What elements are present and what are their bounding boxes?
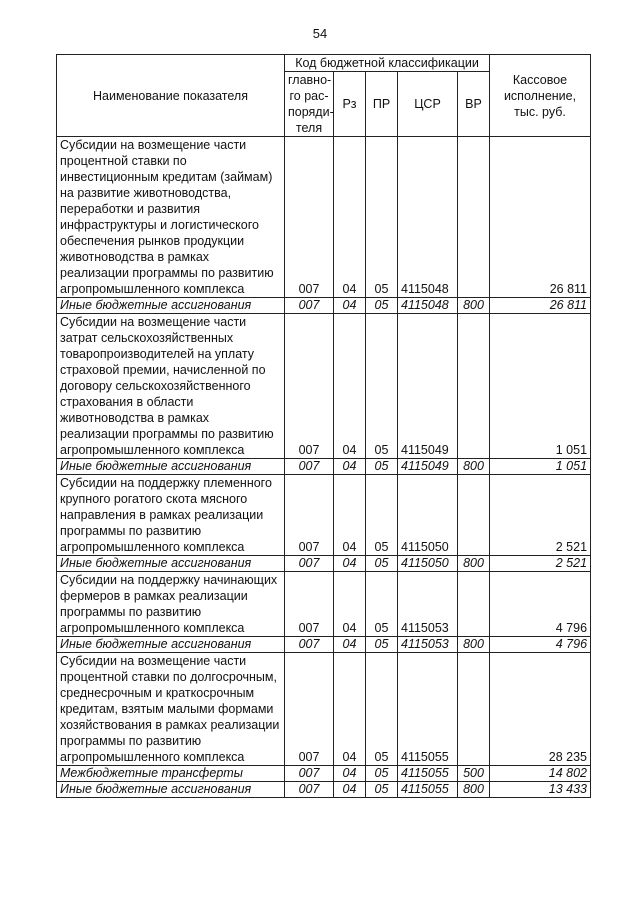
row-csr: 4115055: [398, 766, 458, 782]
row-vr: [458, 653, 490, 766]
row-vr: 800: [458, 556, 490, 572]
table-row: [57, 298, 591, 314]
row-pr: 05: [366, 314, 398, 459]
row-rz: 04: [334, 475, 366, 556]
row-name: Субсидии на возмещение части процентной ставки по инвестиционным кредитам (займам) на развитие животноводства, переработки и развития инфраструктуры и логистического обеспечения рынков продукции животноводства в рамках реализации программы по развитию агропромышленного комплекса: [57, 137, 285, 298]
row-pr: 05: [366, 137, 398, 298]
row-name: Субсидии на поддержку начинающих фермеров в рамках реализации программы по развитию агропромышленного комплекса: [57, 572, 285, 637]
row-vr: [458, 572, 490, 637]
row-grbs: 007: [285, 653, 334, 766]
row-pr: 05: [366, 782, 398, 798]
budget-table: [56, 54, 591, 798]
row-name: Субсидии на возмещение части затрат сельскохозяйственных товаропроизводителей на уплату страховой премии, начисленной по договору сельскохозяйственного страхования в области животноводства в рамках реализации программы по развитию агропромышленного комплекса: [57, 314, 285, 459]
row-vr: [458, 314, 490, 459]
table-row: [57, 314, 591, 459]
row-csr: 4115048: [398, 298, 458, 314]
row-amount: 1 051: [490, 459, 591, 475]
row-csr: 4115050: [398, 556, 458, 572]
row-grbs: 007: [285, 475, 334, 556]
row-name: Иные бюджетные ассигнования: [57, 556, 285, 572]
row-grbs: 007: [285, 556, 334, 572]
row-vr: 800: [458, 637, 490, 653]
header-vr: ВР: [458, 72, 490, 137]
row-csr: 4115050: [398, 475, 458, 556]
row-grbs: 007: [285, 314, 334, 459]
row-name: Иные бюджетные ассигнования: [57, 637, 285, 653]
row-name: Иные бюджетные ассигнования: [57, 298, 285, 314]
table-row: [57, 572, 591, 637]
header-amount: Кассовое исполнение, тыс. руб.: [490, 55, 591, 137]
row-vr: 500: [458, 766, 490, 782]
row-amount: 28 235: [490, 653, 591, 766]
row-rz: 04: [334, 782, 366, 798]
row-pr: 05: [366, 459, 398, 475]
header-rz: Рз: [334, 72, 366, 137]
row-vr: [458, 475, 490, 556]
row-amount: 26 811: [490, 137, 591, 298]
row-pr: 05: [366, 572, 398, 637]
row-amount: 13 433: [490, 782, 591, 798]
row-csr: 4115053: [398, 572, 458, 637]
row-rz: 04: [334, 556, 366, 572]
row-grbs: 007: [285, 766, 334, 782]
row-csr: 4115049: [398, 459, 458, 475]
row-pr: 05: [366, 475, 398, 556]
table-row: [57, 766, 591, 782]
header-grbs: главно-го рас-поряди-теля: [285, 72, 334, 137]
row-name: Субсидии на возмещение части процентной ставки по долгосрочным, среднесрочным и краткосрочным кредитам, взятым малыми формами хозяйствования в рамках реализации программы по развитию агропромышленного комплекса: [57, 653, 285, 766]
row-rz: 04: [334, 459, 366, 475]
row-pr: 05: [366, 653, 398, 766]
row-amount: 4 796: [490, 637, 591, 653]
row-grbs: 007: [285, 572, 334, 637]
row-rz: 04: [334, 572, 366, 637]
row-rz: 04: [334, 137, 366, 298]
row-rz: 04: [334, 314, 366, 459]
row-pr: 05: [366, 298, 398, 314]
row-grbs: 007: [285, 782, 334, 798]
row-amount: 26 811: [490, 298, 591, 314]
row-vr: 800: [458, 298, 490, 314]
row-pr: 05: [366, 556, 398, 572]
row-grbs: 007: [285, 298, 334, 314]
row-rz: 04: [334, 766, 366, 782]
row-csr: 4115055: [398, 782, 458, 798]
header-name: Наименование показателя: [57, 55, 285, 137]
table-row: [57, 637, 591, 653]
row-name: Иные бюджетные ассигнования: [57, 459, 285, 475]
row-amount: 2 521: [490, 475, 591, 556]
page-number: 54: [312, 26, 328, 41]
row-csr: 4115048: [398, 137, 458, 298]
row-pr: 05: [366, 637, 398, 653]
row-grbs: 007: [285, 459, 334, 475]
row-name: Межбюджетные трансферты: [57, 766, 285, 782]
header-pr: ПР: [366, 72, 398, 137]
row-csr: 4115049: [398, 314, 458, 459]
row-name: Субсидии на поддержку племенного крупного рогатого скота мясного направления в рамках реализации программы по развитию агропромышленного комплекса: [57, 475, 285, 556]
row-vr: 800: [458, 459, 490, 475]
table-row: [57, 556, 591, 572]
row-grbs: 007: [285, 637, 334, 653]
row-csr: 4115055: [398, 653, 458, 766]
table-row: [57, 782, 591, 798]
row-rz: 04: [334, 653, 366, 766]
table-row: [57, 475, 591, 556]
row-vr: [458, 137, 490, 298]
table-row: [57, 137, 591, 298]
row-rz: 04: [334, 637, 366, 653]
row-amount: 14 802: [490, 766, 591, 782]
row-vr: 800: [458, 782, 490, 798]
row-amount: 2 521: [490, 556, 591, 572]
header-csr: ЦСР: [398, 72, 458, 137]
row-grbs: 007: [285, 137, 334, 298]
header-code-group: Код бюджетной классификации: [285, 55, 490, 72]
table-row: [57, 653, 591, 766]
row-rz: 04: [334, 298, 366, 314]
row-csr: 4115053: [398, 637, 458, 653]
row-pr: 05: [366, 766, 398, 782]
table-row: [57, 459, 591, 475]
row-amount: 4 796: [490, 572, 591, 637]
row-amount: 1 051: [490, 314, 591, 459]
row-name: Иные бюджетные ассигнования: [57, 782, 285, 798]
